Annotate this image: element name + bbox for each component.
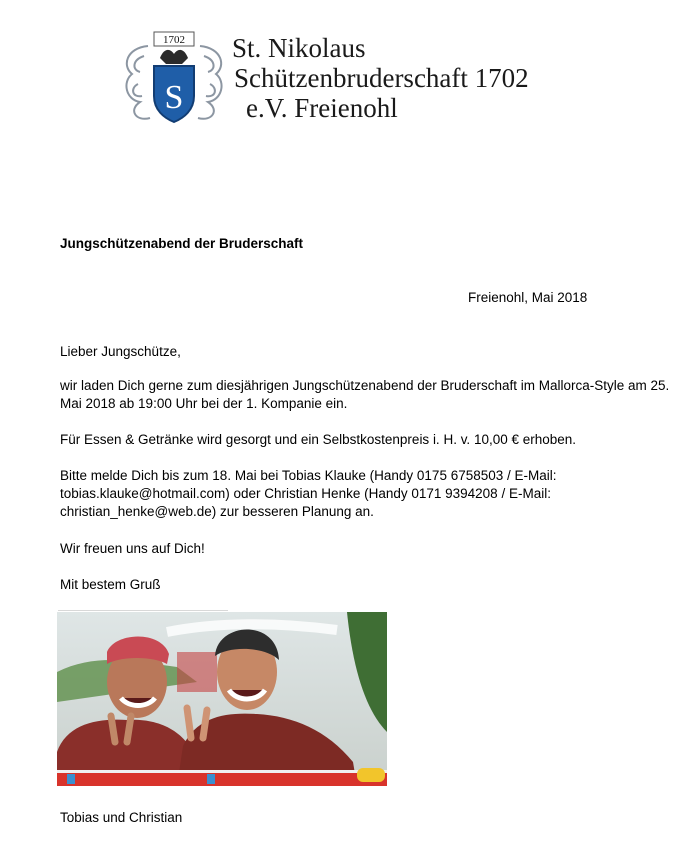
crest-mantling-left (126, 46, 150, 119)
paragraph-line: tobias.klauke@hotmail.com) oder Christian Henke (Handy 0171 9394208 / E-Mail: (60, 486, 551, 501)
crest-year: 1702 (163, 34, 185, 46)
party-photo (57, 612, 387, 786)
photo-divider (58, 610, 228, 611)
crest-logo (118, 26, 230, 126)
paragraph-invitation (60, 377, 669, 413)
paragraph-line: Bitte melde Dich bis zum 18. Mai bei Tobias Klauke (Handy 0175 6758503 / E-Mail: (60, 468, 557, 483)
paragraph-looking-forward: Wir freuen uns auf Dich! (60, 541, 205, 556)
closing: Mit bestem Gruß (60, 577, 161, 592)
photo-rail (57, 772, 387, 786)
letterhead-title (232, 33, 529, 123)
photo-float (357, 768, 385, 782)
paragraph-registration (60, 467, 557, 521)
signature: Tobias und Christian (60, 810, 183, 825)
photo-flag (177, 652, 217, 692)
crest-mantling-right (198, 46, 222, 119)
letterhead-line1: St. Nikolaus (232, 33, 366, 63)
place-date: Freienohl, Mai 2018 (468, 290, 588, 305)
paragraph-costs: Für Essen & Getränke wird gesorgt und ein Selbstkostenpreis i. H. v. 10,00 € erhoben. (60, 432, 577, 447)
paragraph-line: wir laden Dich gerne zum diesjährigen Jungschützenabend der Bruderschaft im Mallorca-Style am 25. (60, 378, 670, 393)
left-man-smile (121, 698, 155, 706)
paragraph-line: Mai 2018 ab 19:00 Uhr bei der 1. Kompanie ein. (60, 396, 348, 411)
letterhead-line3: e.V. Freienohl (246, 93, 398, 123)
greeting: Lieber Jungschütze, (60, 344, 181, 359)
crest-letter: S (164, 79, 184, 116)
crest-eagle (160, 50, 188, 64)
letter-subject: Jungschützenabend der Bruderschaft (60, 236, 304, 251)
letterhead-line2: Schützenbruderschaft 1702 (234, 63, 529, 93)
paragraph-line: christian_henke@web.de) zur besseren Planung an. (60, 504, 374, 519)
right-man-smile (229, 690, 265, 699)
